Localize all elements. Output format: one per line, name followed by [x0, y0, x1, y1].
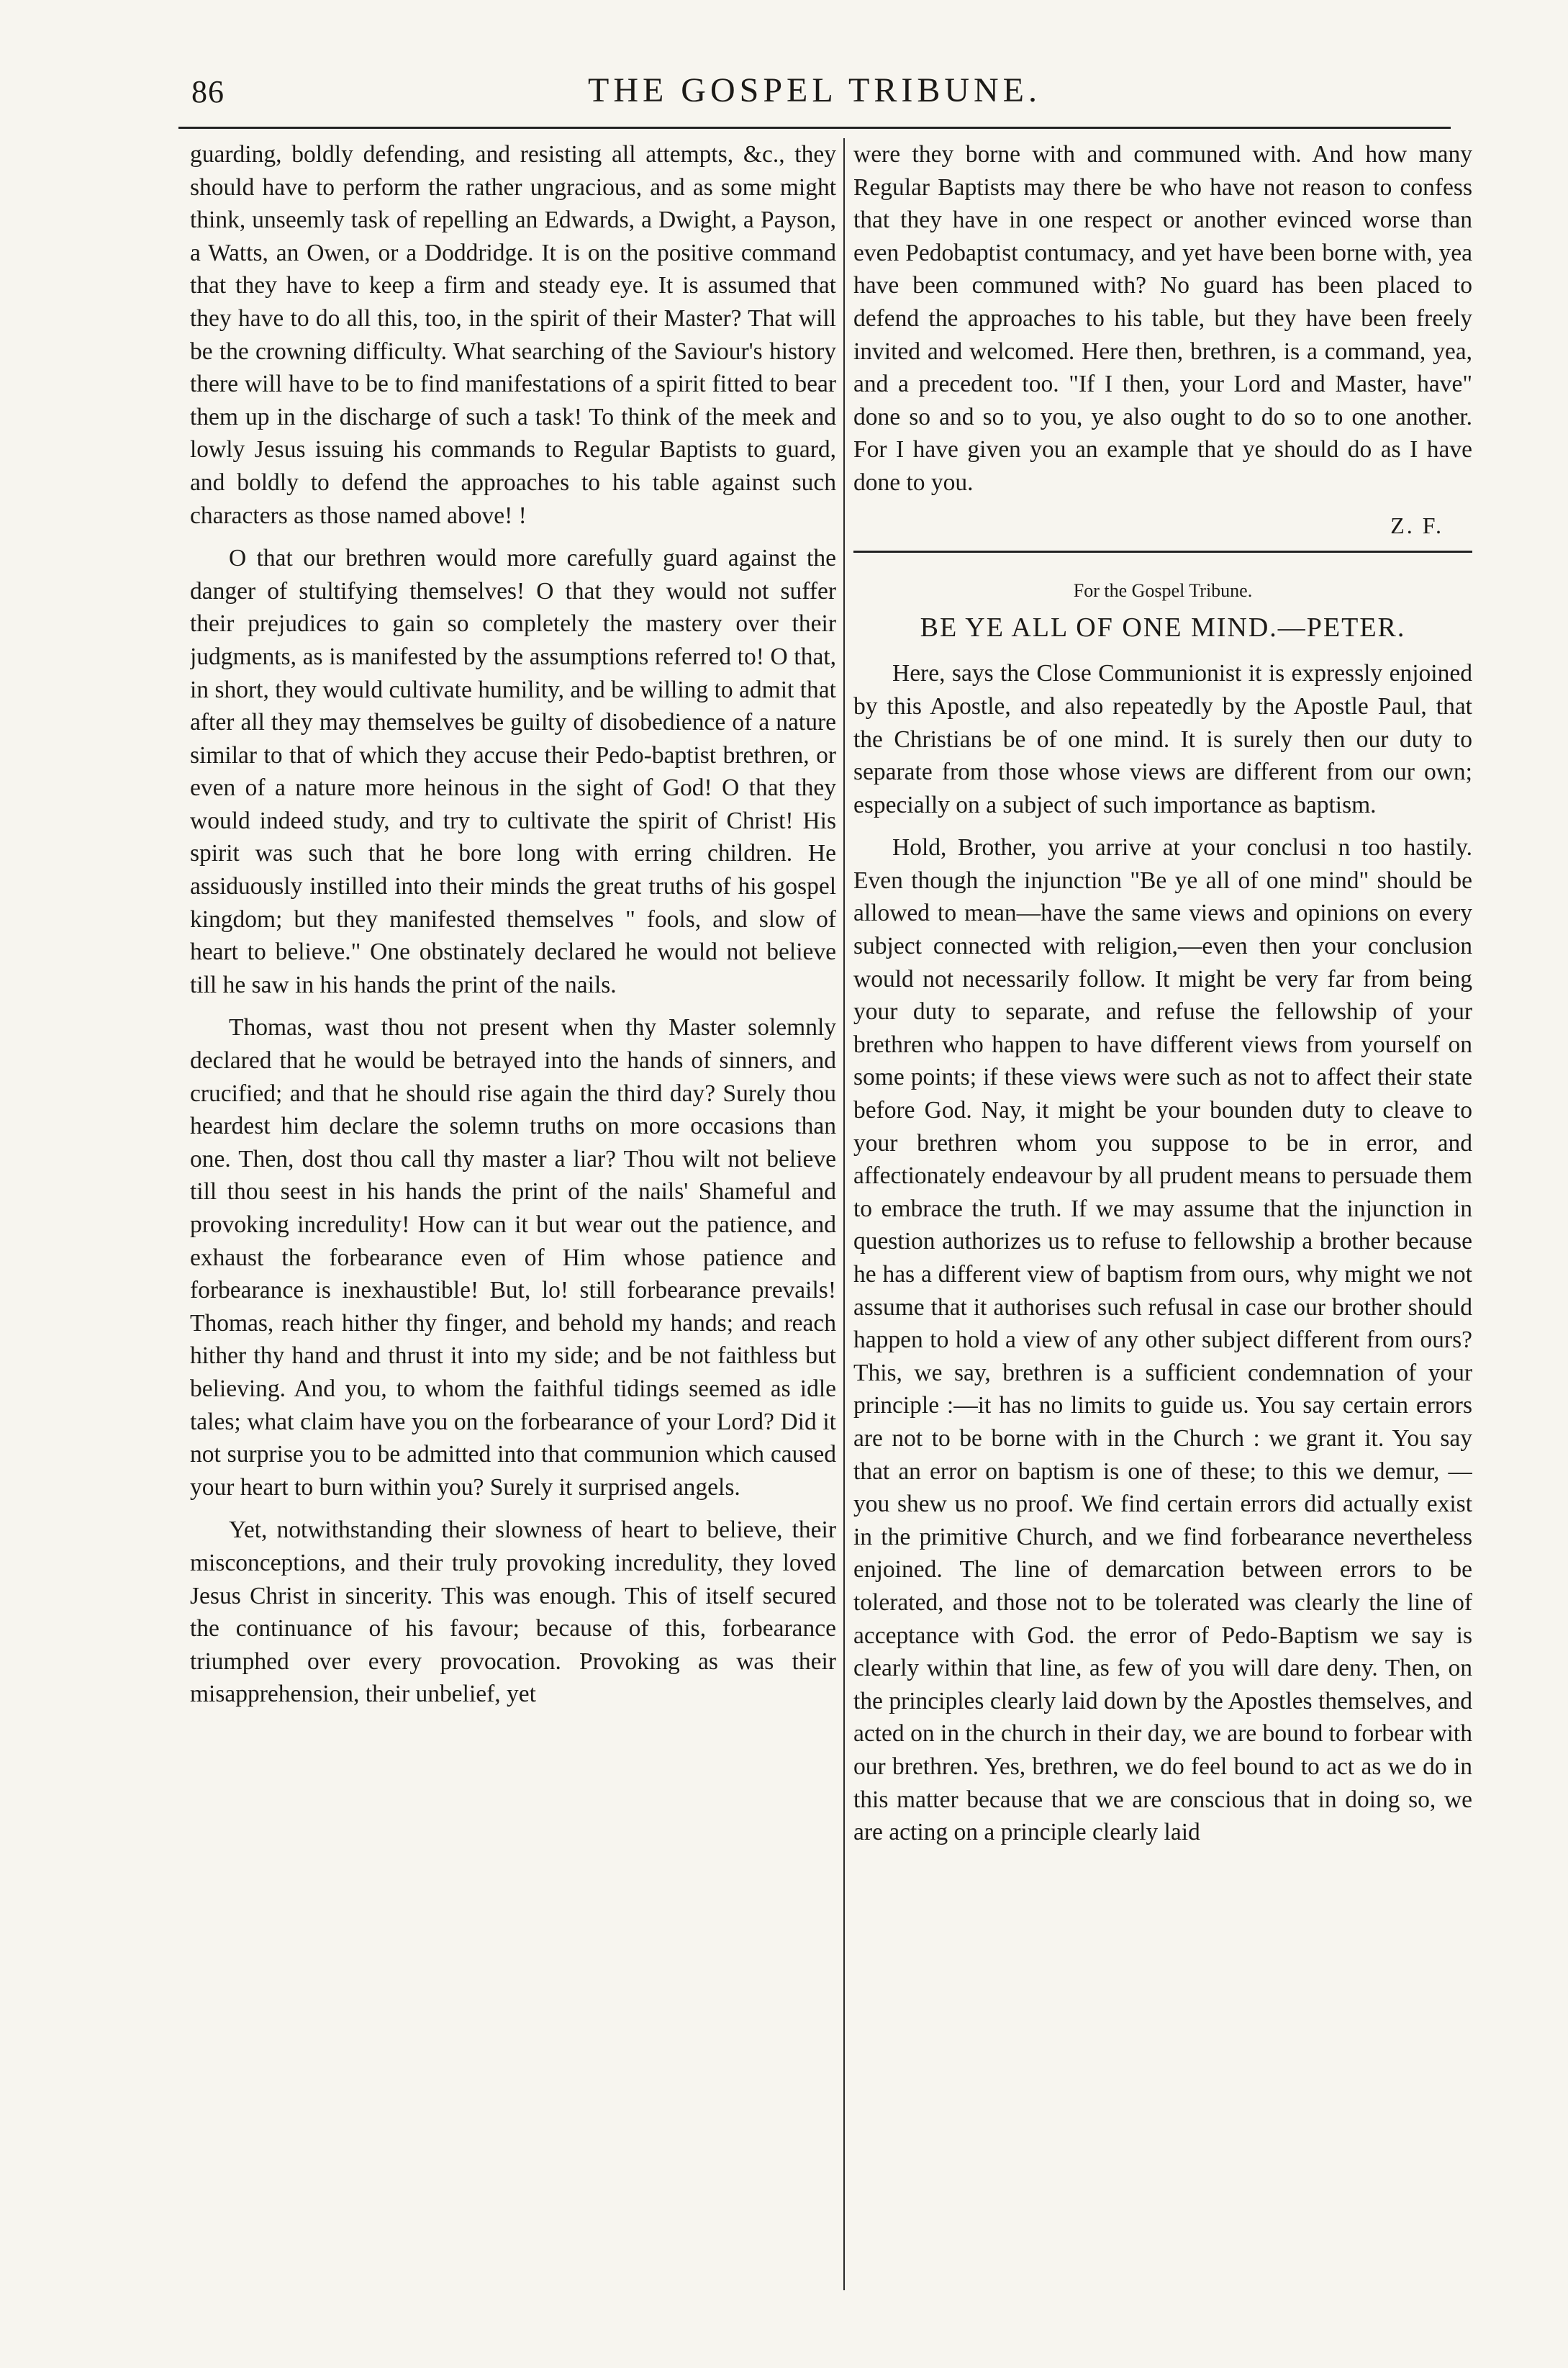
section-rule: [853, 551, 1472, 553]
page-number: 86: [191, 74, 225, 109]
signature: Z. F.: [1390, 512, 1444, 538]
column-divider: [843, 138, 845, 2290]
left-column: [190, 138, 836, 2326]
paragraph: Here, says the Close Communionist it is expressly enjoined by this Apostle, and also repeatedly by the Apostle Paul, that the Christians be of one mind. It is surely then our duty to separate from those whose views are different from our own; especially on a subject of such importance as baptism.: [853, 660, 1472, 818]
article-title: BE YE ALL OF ONE MIND.—PETER.: [920, 612, 1406, 643]
paragraph: Yet, notwithstanding their slowness of heart to believe, their misconceptions, and their truly provoking incredulity, they loved Jesus Christ in sincerity. This was enough. This of itself secured the continuance of his favour; because of this, forbearance triumphed over every provocation. Provoking as was their misapprehension, their unbelief, yet: [190, 1517, 836, 1708]
paragraph: were they borne with and communed with. And how many Regular Baptists may there be who have not reason to confess that they have in one respect or another evinced worse than even Pedobaptist contumacy, and yet have been borne with, yea have been communed with? No guard has been placed to defend the approaches to his table, but they have been freely invited and welcomed. Here then, brethren, is a command, yea, and a precedent too. "If I then, your Lord and Master, have" done so and so to you, ye also ought to do so to one another. For I have given you an example that ye should do as I have done to you.: [853, 141, 1472, 496]
right-column: [853, 138, 1472, 2326]
paragraph: Thomas, wast thou not present when thy Master solemnly declared that he would be betrayed into the hands of sinners, and crucified; and that he should rise again the third day? Surely thou heardest him declare the solemn truths on more occasions than one. Then, dost thou call thy master a liar? Thou wilt not believe till thou seest in his hands the print of the nails' Shameful and provoking incredulity! How can it but wear out the patience, and exhaust the forbearance even of Him whose patience and forbearance is inexhaustible! But, lo! still forbearance prevails! Thomas, reach hither thy finger, and behold my hands; and reach hither thy hand and thrust it into my side; and be not faithless but believing. And you, to whom the faithful tidings seemed as idle tales; what claim have you on the forbearance of your Lord? Did it not surprise you to be admitted into that communion which caused your heart to burn within you? Surely it surprised angels.: [190, 1014, 836, 1501]
paragraph: Hold, Brother, you arrive at your conclusi n too hastily. Even though the injunction "Be ye all of one mind" should be allowed to mean—have the same views and opinions on every subject connected with religion,—even then your conclusion would not necessarily follow. It might be very far from being your duty to separate, and refuse the fellowship of your brethren who happen to have different views from yourself on some points; if these views were such as not to affect their state before God. Nay, it might be your bounden duty to cleave to your brethren whom you suppose to be in error, and affectionately endeavour by all prudent means to persuade them to embrace the truth. If we may assume that the injunction in question authorizes us to refuse to fellowship a brother because he has a different view of baptism from ours, why might we not assume that it authorises such refusal in case our brother should happen to hold a view of any other subject different from ours? This, we say, brethren is a sufficient condemnation of your principle :—it has no limits to guide us. You say certain errors are not to be borne with in the Church : we grant it. You say that an error on baptism is one of these; to this we demur, —you shew us no proof. We find certain errors did actually exist in the primitive Church, and we find forbearance nevertheless enjoined. The line of demarcation between errors to be tolerated, and those not to be tolerated was clearly the line of acceptance with God. the error of Pedo-Baptism we say is clearly within that line, as few of you will dare deny. Then, on the principles clearly laid down by the Apostles themselves, and acted on in the church in their day, we are bound to forbear with our brethren. Yes, brethren, we do feel bound to act as we do in this matter because that we are conscious that in doing so, we are acting on a principle clearly laid: [853, 834, 1472, 1846]
paragraph: O that our brethren would more carefully guard against the danger of stultifying themselves! O that they would not suffer their prejudices to gain so completely the mastery over their judgments, as is manifested by the assumptions referred to! O that, in short, they would cultivate humility, and be willing to admit that after all they may themselves be guilty of disobedience of a nature similar to that of which they accuse their Pedo-baptist brethren, or even of a nature more heinous in the sight of God! O that they would indeed study, and try to cultivate the spirit of Christ! His spirit was such that he bore long with erring children. He assiduously instilled into their minds the great truths of his gospel kingdom; but they manifested themselves " fools, and slow of heart to believe." One obstinately declared he would not believe till he saw in his hands the print of the nails.: [190, 545, 836, 998]
paragraph: guarding, boldly defending, and resisting all attempts, &c., they should have to perform the rather ungracious, and as some might think, unseemly task of repelling an Edwards, a Dwight, a Payson, a Watts, an Owen, or a Doddridge. It is on the positive command that they have to keep a firm and steady eye. It is assumed that they have to do all this, too, in the spirit of their Master? That will be the crowning difficulty. What searching of the Saviour's history there will have to be to find manifestations of a spirit fitted to bear them up in the discharge of such a task! To think of the meek and lowly Jesus issuing his commands to Regular Baptists to guard, and boldly to defend the approaches to his table against such characters as those named above! !: [190, 141, 836, 529]
page-header: [178, 69, 1451, 129]
article-attribution: For the Gospel Tribune.: [1073, 580, 1253, 602]
running-title: THE GOSPEL TRIBUNE.: [588, 71, 1041, 109]
